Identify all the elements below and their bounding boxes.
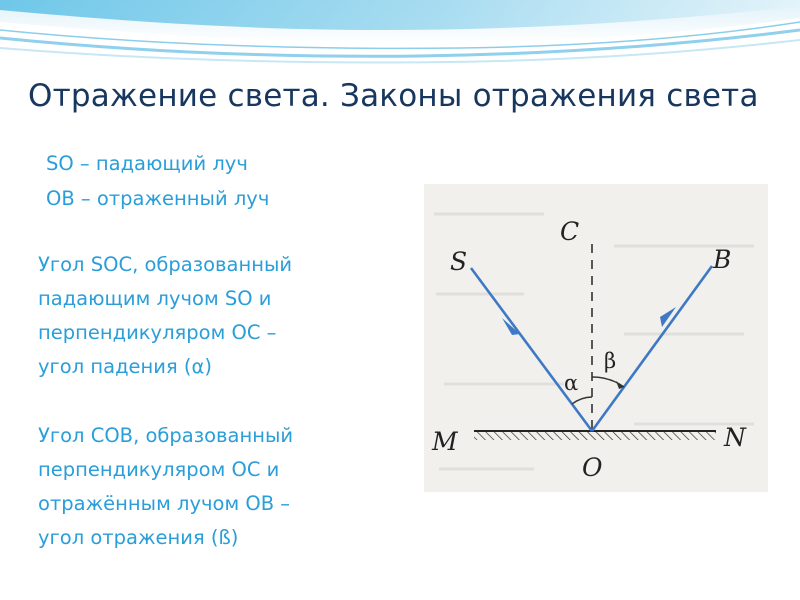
label-s: S [450, 247, 468, 276]
definition-incident-ray: SO – падающий луч [46, 152, 248, 175]
incidence-text-line-2: падающим лучом SO и [38, 287, 272, 310]
reflection-text-line-3: отражённым лучом OB – [38, 492, 291, 515]
reflection-text-line-4: угол отражения (ß) [38, 526, 239, 549]
incidence-text-line-4: угол падения (α) [38, 355, 212, 378]
label-c: C [560, 217, 580, 246]
label-beta: β [604, 349, 617, 373]
definition-reflected-ray: OB – отраженный луч [46, 187, 270, 210]
label-o: O [582, 453, 603, 482]
diagram-background [424, 184, 768, 492]
reflection-text-line-1: Угол COB, образованный [38, 424, 294, 447]
incidence-text-line-1: Угол SOC, образованный [38, 253, 293, 276]
label-b: B [713, 245, 732, 274]
label-m: M [432, 427, 458, 456]
mirror-hatching [474, 431, 716, 440]
label-n: N [724, 423, 746, 452]
label-alpha: α [564, 371, 579, 395]
reflection-text-line-2: перпендикуляром OC и [38, 458, 280, 481]
incidence-text-line-3: перпендикуляром OC – [38, 321, 277, 344]
reflection-diagram [424, 184, 768, 492]
slide-title: Отражение света. Законы отражения света [28, 78, 759, 114]
